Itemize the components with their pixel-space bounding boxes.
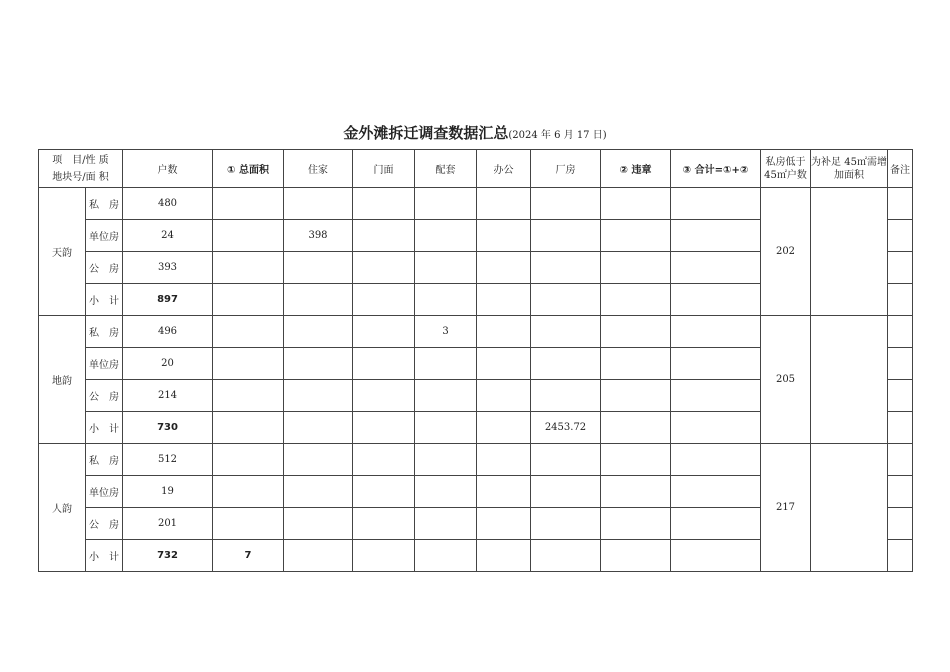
cell-remarks	[888, 444, 913, 476]
cell-office	[477, 476, 531, 508]
cell-storefront	[353, 380, 415, 412]
cell-residence	[284, 188, 353, 220]
cell-sum	[671, 476, 761, 508]
cell-remarks	[888, 220, 913, 252]
table-body	[39, 150, 913, 572]
cell-factory	[531, 316, 601, 348]
house-type: 公 房	[86, 508, 123, 540]
cell-total-area	[213, 348, 284, 380]
header-item	[39, 150, 123, 188]
cell-illegal	[601, 476, 671, 508]
cell-office	[477, 188, 531, 220]
cell-office	[477, 508, 531, 540]
table-row	[39, 316, 913, 348]
cell-remarks	[888, 284, 913, 316]
house-type: 单位房	[86, 220, 123, 252]
cell-facility	[415, 220, 477, 252]
header-add-area	[811, 150, 888, 188]
cell-remarks	[888, 348, 913, 380]
cell-add-area	[811, 316, 888, 444]
cell-factory	[531, 476, 601, 508]
cell-factory	[531, 284, 601, 316]
cell-total-area	[213, 252, 284, 284]
cell-storefront	[353, 284, 415, 316]
header-add-area-line1: 为补足 45㎡需增	[811, 156, 887, 168]
header-factory: 厂房	[531, 150, 601, 188]
cell-sum	[671, 540, 761, 572]
cell-facility	[415, 540, 477, 572]
cell-households: 897	[123, 284, 213, 316]
cell-sum	[671, 444, 761, 476]
house-type: 私 房	[86, 188, 123, 220]
cell-illegal	[601, 380, 671, 412]
cell-remarks	[888, 540, 913, 572]
cell-office	[477, 380, 531, 412]
cell-facility	[415, 348, 477, 380]
cell-illegal	[601, 540, 671, 572]
header-item-line2: 地块号/面 积	[52, 171, 109, 183]
house-type: 私 房	[86, 316, 123, 348]
cell-factory	[531, 540, 601, 572]
cell-sum	[671, 316, 761, 348]
header-storefront: 门面	[353, 150, 415, 188]
cell-sum	[671, 380, 761, 412]
header-add-area-line2: 加面积	[834, 169, 864, 181]
cell-office	[477, 316, 531, 348]
house-type: 公 房	[86, 380, 123, 412]
cell-illegal	[601, 220, 671, 252]
cell-residence	[284, 412, 353, 444]
cell-factory: 2453.72	[531, 412, 601, 444]
header-office: 办公	[477, 150, 531, 188]
house-type: 小 计	[86, 412, 123, 444]
cell-remarks	[888, 188, 913, 220]
cell-remarks	[888, 380, 913, 412]
cell-facility: 3	[415, 316, 477, 348]
cell-illegal	[601, 284, 671, 316]
cell-office	[477, 252, 531, 284]
cell-storefront	[353, 540, 415, 572]
cell-add-area	[811, 188, 888, 316]
cell-office	[477, 348, 531, 380]
cell-remarks	[888, 508, 913, 540]
cell-storefront	[353, 412, 415, 444]
header-total-area: ① 总面积	[213, 150, 284, 188]
plot-name: 地韵	[39, 316, 86, 444]
cell-sum	[671, 348, 761, 380]
cell-storefront	[353, 476, 415, 508]
cell-residence	[284, 540, 353, 572]
cell-total-area	[213, 188, 284, 220]
cell-illegal	[601, 508, 671, 540]
cell-households: 480	[123, 188, 213, 220]
plot-name: 天韵	[39, 188, 86, 316]
header-households: 户数	[123, 150, 213, 188]
header-sum: ③ 合计=①+②	[671, 150, 761, 188]
table-row	[39, 188, 913, 220]
cell-illegal	[601, 348, 671, 380]
cell-households: 20	[123, 348, 213, 380]
header-row	[39, 150, 913, 188]
cell-facility	[415, 508, 477, 540]
cell-total-area	[213, 316, 284, 348]
cell-storefront	[353, 444, 415, 476]
cell-residence	[284, 348, 353, 380]
cell-households: 393	[123, 252, 213, 284]
cell-households: 732	[123, 540, 213, 572]
cell-office	[477, 284, 531, 316]
cell-total-area: 7	[213, 540, 284, 572]
header-low-private	[761, 150, 811, 188]
cell-facility	[415, 188, 477, 220]
cell-facility	[415, 284, 477, 316]
house-type: 私 房	[86, 444, 123, 476]
house-type: 小 计	[86, 540, 123, 572]
cell-add-area	[811, 444, 888, 572]
header-residence: 住家	[284, 150, 353, 188]
cell-residence	[284, 284, 353, 316]
house-type: 小 计	[86, 284, 123, 316]
cell-total-area	[213, 444, 284, 476]
cell-total-area	[213, 508, 284, 540]
cell-households: 214	[123, 380, 213, 412]
cell-facility	[415, 380, 477, 412]
header-item-line1: 项 目/性 质	[52, 154, 109, 166]
cell-storefront	[353, 252, 415, 284]
cell-households: 730	[123, 412, 213, 444]
cell-facility	[415, 444, 477, 476]
cell-households: 201	[123, 508, 213, 540]
survey-table	[38, 149, 913, 572]
title-main: 金外滩拆迁调查数据汇总	[343, 124, 509, 142]
cell-storefront	[353, 348, 415, 380]
cell-factory	[531, 508, 601, 540]
cell-sum	[671, 412, 761, 444]
cell-total-area	[213, 284, 284, 316]
cell-facility	[415, 412, 477, 444]
header-illegal: ② 违章	[601, 150, 671, 188]
cell-illegal	[601, 252, 671, 284]
cell-factory	[531, 380, 601, 412]
cell-facility	[415, 252, 477, 284]
cell-sum	[671, 252, 761, 284]
cell-factory	[531, 252, 601, 284]
cell-residence: 398	[284, 220, 353, 252]
cell-households: 24	[123, 220, 213, 252]
cell-factory	[531, 444, 601, 476]
house-type: 单位房	[86, 476, 123, 508]
cell-storefront	[353, 188, 415, 220]
table-row	[39, 444, 913, 476]
header-low-private-line1: 私房低于	[765, 156, 806, 168]
cell-total-area	[213, 476, 284, 508]
house-type: 单位房	[86, 348, 123, 380]
cell-storefront	[353, 508, 415, 540]
cell-facility	[415, 476, 477, 508]
cell-office	[477, 444, 531, 476]
cell-households: 496	[123, 316, 213, 348]
cell-residence	[284, 316, 353, 348]
cell-low-private: 202	[761, 188, 811, 316]
cell-factory	[531, 220, 601, 252]
cell-remarks	[888, 476, 913, 508]
cell-residence	[284, 380, 353, 412]
cell-sum	[671, 508, 761, 540]
cell-low-private: 205	[761, 316, 811, 444]
header-low-private-line2: 45㎡户数	[764, 169, 807, 181]
cell-total-area	[213, 380, 284, 412]
cell-residence	[284, 508, 353, 540]
cell-factory	[531, 188, 601, 220]
cell-illegal	[601, 444, 671, 476]
document-title	[0, 122, 950, 143]
cell-factory	[531, 348, 601, 380]
cell-office	[477, 540, 531, 572]
cell-total-area	[213, 412, 284, 444]
header-facility: 配套	[415, 150, 477, 188]
cell-residence	[284, 476, 353, 508]
house-type: 公 房	[86, 252, 123, 284]
cell-households: 512	[123, 444, 213, 476]
cell-low-private: 217	[761, 444, 811, 572]
cell-remarks	[888, 252, 913, 284]
cell-residence	[284, 444, 353, 476]
cell-storefront	[353, 316, 415, 348]
cell-office	[477, 220, 531, 252]
cell-remarks	[888, 412, 913, 444]
cell-storefront	[353, 220, 415, 252]
cell-sum	[671, 220, 761, 252]
header-remarks: 备注	[888, 150, 913, 188]
cell-residence	[284, 252, 353, 284]
cell-illegal	[601, 412, 671, 444]
cell-office	[477, 412, 531, 444]
cell-sum	[671, 188, 761, 220]
cell-households: 19	[123, 476, 213, 508]
cell-total-area	[213, 220, 284, 252]
cell-illegal	[601, 316, 671, 348]
cell-illegal	[601, 188, 671, 220]
cell-remarks	[888, 316, 913, 348]
plot-name: 人韵	[39, 444, 86, 572]
cell-sum	[671, 284, 761, 316]
title-date: (2024 年 6 月 17 日)	[508, 130, 607, 141]
